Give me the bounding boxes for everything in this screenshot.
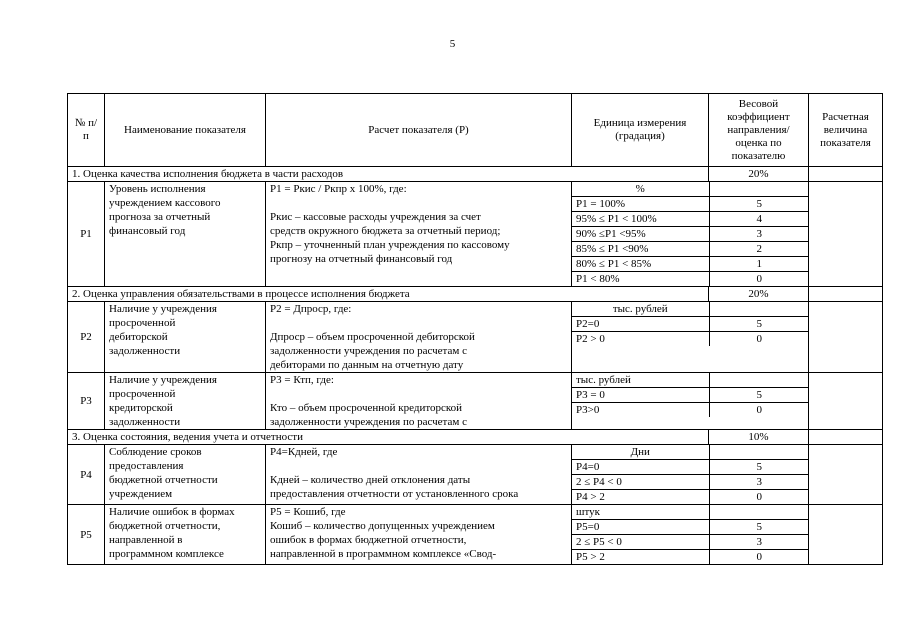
grade-score: [709, 505, 809, 520]
grade-score: 0: [709, 550, 809, 565]
section-result-cell: [809, 430, 883, 445]
grade-score: 3: [709, 227, 809, 242]
header-result: Расчетная величина показателя: [809, 94, 883, 167]
grade-table: [572, 445, 809, 504]
indicator-result-cell: [809, 445, 883, 505]
grade-score: 2: [709, 242, 809, 257]
evaluation-table: [67, 93, 883, 565]
grade-row: [572, 490, 809, 505]
grade-row: [572, 212, 809, 227]
grade-row: [572, 505, 809, 520]
indicator-calc-line: Р4=Кдней, где: [270, 446, 338, 458]
indicator-result-cell: [809, 505, 883, 565]
grade-unit: %: [572, 182, 709, 197]
indicator-calc-line: Р3 = Ктп, где:: [270, 374, 334, 386]
page-number: 5: [449, 38, 456, 50]
indicator-calc: [266, 505, 572, 565]
grade-unit: тыс. рублей: [572, 302, 709, 317]
grade-row: [572, 302, 809, 317]
indicator-name-line: просроченной: [109, 317, 176, 329]
indicator-calc: [266, 373, 572, 430]
indicator-name-line: бюджетной отчетности,: [109, 520, 221, 532]
indicator-name: [105, 182, 266, 287]
grade-label: 2 ≤ Р4 < 0: [572, 475, 709, 490]
indicator-calc-line: ошибок в формах бюджетной отчетности,: [270, 534, 467, 546]
indicator-name: [105, 302, 266, 373]
indicator-id: P1: [68, 182, 105, 287]
grade-score: 3: [709, 475, 809, 490]
grade-row: [572, 317, 809, 332]
indicator-calc-line: задолженности учреждения по расчетам с: [270, 345, 467, 357]
indicator-calc-line: прогнозу на отчетный финансовый год: [270, 253, 453, 265]
indicator-name-line: Соблюдение сроков: [109, 446, 202, 458]
indicator-id: P2: [68, 302, 105, 373]
grade-score: [709, 373, 809, 388]
section-title: 1. Оценка качества исполнения бюджета в части расходов: [68, 167, 709, 182]
indicator-row: [68, 302, 883, 373]
indicator-name-line: Наличие у учреждения: [109, 303, 217, 315]
indicator-calc-line: направленной в программном комплексе «Свод-: [270, 548, 497, 560]
indicator-name-line: Наличие у учреждения: [109, 374, 217, 386]
header-num: № п/п: [68, 94, 105, 167]
indicator-id: P5: [68, 505, 105, 565]
header-weight: Весовой коэффициент направления/ оценка по показателю: [709, 94, 809, 167]
grade-label: Р5 > 2: [576, 550, 605, 563]
indicator-name-line: бюджетной отчетности: [109, 474, 218, 486]
grade-row: [572, 550, 809, 565]
indicator-name-line: Уровень исполнения: [109, 183, 206, 195]
indicator-calc-line: Р2 = Дпроср, где:: [270, 303, 352, 315]
grade-row: [572, 373, 809, 388]
indicator-name-line: учреждением: [109, 488, 173, 500]
grade-label: 95% ≤ Р1 < 100%: [572, 212, 709, 227]
grade-score: 5: [709, 520, 809, 535]
grade-table: [572, 182, 809, 286]
indicator-name-line: учреждением кассового: [109, 197, 221, 209]
grade-score: 0: [709, 403, 809, 418]
grade-label: 90% ≤Р1 <95%: [572, 227, 709, 242]
indicator-calc-line: предоставления отчетности от установленного срока: [270, 488, 519, 500]
indicator-result-cell: [809, 373, 883, 430]
indicator-name-line: просроченной: [109, 388, 176, 400]
grade-score: 5: [709, 388, 809, 403]
grade-score: 3: [709, 535, 809, 550]
indicator-name: [105, 505, 266, 565]
indicator-name-line: финансовый год: [109, 225, 186, 237]
grade-table: [572, 505, 809, 564]
section-title: 2. Оценка управления обязательствами в процессе исполнения бюджета: [68, 287, 709, 302]
indicator-grades: [572, 505, 809, 565]
indicator-result-cell: [809, 182, 883, 287]
indicator-result-cell: [809, 302, 883, 373]
grade-score: 5: [709, 317, 809, 332]
indicator-calc-line: дебиторами по данным на отчетную дату: [270, 359, 464, 371]
indicator-row: [68, 373, 883, 430]
indicator-name: [105, 445, 266, 505]
indicator-grades: [572, 373, 809, 430]
grade-score: [709, 302, 809, 317]
grade-score: 0: [709, 272, 809, 287]
grade-score: 0: [709, 490, 809, 505]
section-result-cell: [809, 287, 883, 302]
indicator-calc-line: Р5 = Кошиб, где: [270, 506, 346, 518]
indicator-calc-line: Дпроср – объем просроченной дебиторской: [270, 331, 475, 343]
grade-label: Р1 = 100%: [572, 197, 709, 212]
grade-table: [572, 373, 809, 417]
indicator-name-line: задолженности: [109, 345, 181, 357]
indicator-name-line: программном комплексе: [109, 548, 224, 560]
grade-label: Р3 = 0: [572, 388, 709, 403]
grade-label: 85% ≤ Р1 <90%: [572, 242, 709, 257]
table-header-row: [68, 94, 883, 167]
section-weight: 20%: [709, 287, 809, 302]
grade-label: 80% ≤ Р1 < 85%: [572, 257, 709, 272]
section-row: [68, 167, 883, 182]
grade-score: 5: [709, 460, 809, 475]
grade-row: [572, 332, 809, 347]
section-weight: 10%: [709, 430, 809, 445]
grade-label: 2 ≤ Р5 < 0: [572, 535, 709, 550]
indicator-grades: [572, 302, 809, 373]
grade-row: [572, 182, 809, 197]
grade-row: [572, 242, 809, 257]
indicator-name: [105, 373, 266, 430]
indicator-name-line: Наличие ошибок в формах: [109, 506, 235, 518]
section-row: [68, 287, 883, 302]
indicator-name-line: дебиторской: [109, 331, 168, 343]
indicator-row: [68, 505, 883, 565]
grade-row: [572, 272, 809, 287]
grade-label: Р2=0: [572, 317, 709, 332]
grade-label: Р5=0: [572, 520, 709, 535]
indicator-calc-line: средств окружного бюджета за отчетный период;: [270, 225, 501, 237]
header-unit: Единица измерения (градация): [572, 94, 709, 167]
grade-unit: Дни: [572, 445, 709, 460]
indicator-name-line: направленной в: [109, 534, 183, 546]
grade-score: [709, 445, 809, 460]
indicator-calc-line: Р1 = Ркис / Ркпр х 100%, где:: [270, 183, 407, 195]
indicator-calc-line: Ркис – кассовые расходы учреждения за счет: [270, 211, 481, 223]
indicator-id: P4: [68, 445, 105, 505]
grade-row: [572, 460, 809, 475]
indicator-name-line: задолженности: [109, 416, 181, 428]
indicator-name-line: кредиторской: [109, 402, 173, 414]
grade-score: [709, 182, 809, 197]
header-calc: Расчет показателя (Р): [266, 94, 572, 167]
header-name: Наименование показателя: [105, 94, 266, 167]
indicator-calc-line: задолженности учреждения по расчетам с: [270, 416, 467, 428]
indicator-id: P3: [68, 373, 105, 430]
indicator-grades: [572, 182, 809, 287]
grade-row: [572, 388, 809, 403]
grade-label: Р2 > 0: [576, 332, 605, 345]
grade-row: [572, 445, 809, 460]
indicator-grades: [572, 445, 809, 505]
grade-score: 1: [709, 257, 809, 272]
indicator-calc-line: [270, 316, 567, 330]
grade-label: Р1 < 80%: [576, 272, 620, 285]
grade-score: 5: [709, 197, 809, 212]
grade-label: Р4 > 2: [576, 490, 605, 503]
grade-score: 4: [709, 212, 809, 227]
grade-row: [572, 197, 809, 212]
grade-unit: тыс. рублей: [572, 373, 709, 388]
grade-table: [572, 302, 809, 346]
section-weight: 20%: [709, 167, 809, 182]
indicator-calc: [266, 302, 572, 373]
indicator-calc: [266, 445, 572, 505]
grade-row: [572, 520, 809, 535]
indicator-calc-line: Кдней – количество дней отклонения даты: [270, 474, 471, 486]
section-title: 3. Оценка состояния, ведения учета и отчетности: [68, 430, 709, 445]
indicator-calc: [266, 182, 572, 287]
indicator-calc-line: Ркпр – уточненный план учреждения по кассовому: [270, 239, 510, 251]
grade-row: [572, 403, 809, 418]
grade-row: [572, 227, 809, 242]
grade-label: Р3>0: [576, 403, 600, 416]
grade-score: 0: [709, 332, 809, 347]
indicator-calc-line: [270, 196, 567, 210]
grade-row: [572, 535, 809, 550]
indicator-name-line: прогноза за отчетный: [109, 211, 211, 223]
grade-row: [572, 475, 809, 490]
indicator-name-line: предоставления: [109, 460, 184, 472]
indicator-calc-line: Кошиб – количество допущенных учреждением: [270, 520, 495, 532]
indicator-calc-line: [270, 459, 567, 473]
indicator-calc-line: Кто – объем просроченной кредиторской: [270, 402, 463, 414]
grade-unit: штук: [572, 505, 709, 520]
indicator-row: [68, 445, 883, 505]
section-result-cell: [809, 167, 883, 182]
indicator-row: [68, 182, 883, 287]
section-row: [68, 430, 883, 445]
grade-row: [572, 257, 809, 272]
indicator-calc-line: [270, 387, 567, 401]
grade-label: Р4=0: [572, 460, 709, 475]
